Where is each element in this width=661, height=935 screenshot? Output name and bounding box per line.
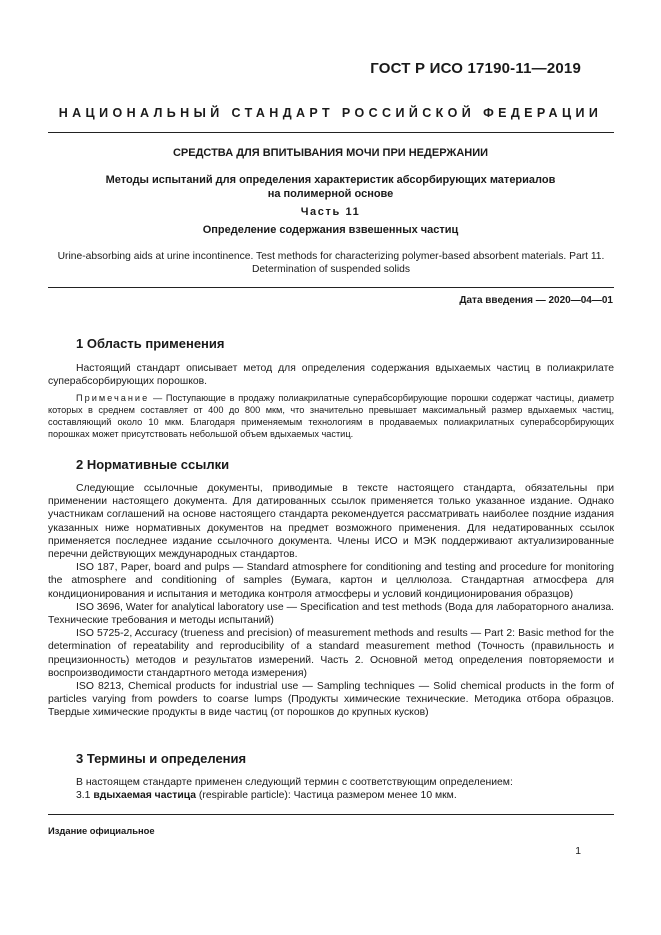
document-subtitle: [0, 173, 661, 201]
term-description: (respirable particle): Частица размером менее 10 мкм.: [196, 790, 457, 802]
reference-iso-3696: ISO 3696, Water for analytical laboratory use — Specification and test methods (Вода для лабораторного анализа. Технические требования и методы испытаний): [48, 601, 614, 627]
reference-iso-8213: ISO 8213, Chemical products for industrial use — Sampling techniques — Solid chemical products in the form of particles varying from powders to coarse lumps (Продукты химические технические. Методика отбора образцов. Твердые химические продукты в виде частиц (от порошков до крупных кусков): [48, 681, 614, 719]
standard-number: ГОСТ Р ИСО 17190-11—2019: [370, 60, 581, 77]
section-1-paragraph: Настоящий стандарт описывает метод для определения содержания вдыхаемых частиц в полиакрилате суперабсорбирующих порошков.: [48, 363, 614, 388]
part-label: Часть 11: [300, 206, 361, 218]
document-title: СРЕДСТВА ДЛЯ ВПИТЫВАНИЯ МОЧИ ПРИ НЕДЕРЖАНИИ: [172, 147, 489, 159]
term-name: вдыхаемая частица: [93, 790, 197, 802]
section-2-body: [48, 482, 614, 720]
section-2-heading: 2 Нормативные ссылки: [76, 457, 230, 472]
subtitle-line-1: Методы испытаний для определения характеристик абсорбирующих материалов: [105, 174, 556, 186]
official-edition-label: Издание официальное: [48, 825, 155, 836]
section-1: [48, 336, 614, 351]
top-divider: [48, 132, 614, 133]
note-label: Примечание: [76, 393, 150, 403]
section-1-heading: 1 Область применения: [76, 336, 225, 351]
subtitle-line-2: на полимерной основе: [267, 188, 394, 200]
section-1-note: [48, 392, 614, 440]
national-standard-title: НАЦИОНАЛЬНЫЙ СТАНДАРТ РОССИЙСКОЙ ФЕДЕРАЦИИ: [58, 106, 603, 120]
bottom-divider: [48, 287, 614, 288]
section-2: [48, 457, 614, 472]
note-text: — Поступающие в продажу полиакрилатные суперабсорбирующие порошки содержат частицы, диаметр которых в среднем составляет от 400 до 800 мкм, что значительно превышает максимальный размер вдыхаемых частиц, составляющий около 10 мкм. Благодаря применяемым технологиям в продаваемых полиакрилатных суперабсорбирующих порошках может присутствовать небольшой объем вдыхаемых частиц.: [48, 393, 614, 439]
section-1-body: [48, 362, 614, 388]
introduction-date: Дата введения — 2020—04—01: [459, 295, 613, 306]
reference-iso-5725-2: ISO 5725-2, Accuracy (trueness and precision) of measurement methods and results — Part 2: Basic method for the determination of repeatability and reproducibility of a standard measurement method (Точность (правильность и прецизионность) методов и результатов измерений. Часть 2. Основной метод определения повторяемости и воспроизводимости стандартного метода измерения): [48, 628, 614, 679]
section-3-paragraph: В настоящем стандарте применен следующий термин с соответствующим определением:: [76, 777, 513, 788]
reference-iso-187: ISO 187, Paper, board and pulps — Standard atmosphere for conditioning and testing and procedure for monitoring the atmosphere and conditioning of samples (Бумага, картон и целлюлоза. Стандартная атмосфера для кондиционирования и испытания и методика контроля атмосферы и условий кондиционирования образцов): [48, 562, 614, 600]
english-title: Urine-absorbing aids at urine incontinence. Test methods for characterizing polymer-based absorbent materials. Part 11. Determination of suspended solids: [57, 251, 605, 275]
section-3-body: [48, 776, 614, 802]
section-2-paragraph-intro: Следующие ссылочные документы, приводимые в тексте настоящего стандарта, обязательны при применении настоящего документа. Для датированных ссылок применяется только указанное издание. Однако участникам соглашений на основе настоящего стандарта рекомендуется рассматривать наиболее поздние издания указанных ниже нормативных документов на предмет возможного применения. Для недатированных ссылок применяется последнее издание ссылочного документа. Члены ИСО и МЭК поддерживают актуализированные перечни действующих международных стандартов.: [48, 483, 614, 561]
page-number: 1: [575, 846, 581, 857]
section-3-heading: 3 Термины и определения: [76, 751, 247, 766]
term-definition: [48, 789, 614, 802]
section-3: [48, 751, 614, 766]
footer-divider: [48, 814, 614, 815]
part-title: Определение содержания взвешенных частиц: [202, 224, 459, 236]
term-number: 3.1: [76, 790, 94, 802]
section-1-note-block: [48, 392, 614, 440]
